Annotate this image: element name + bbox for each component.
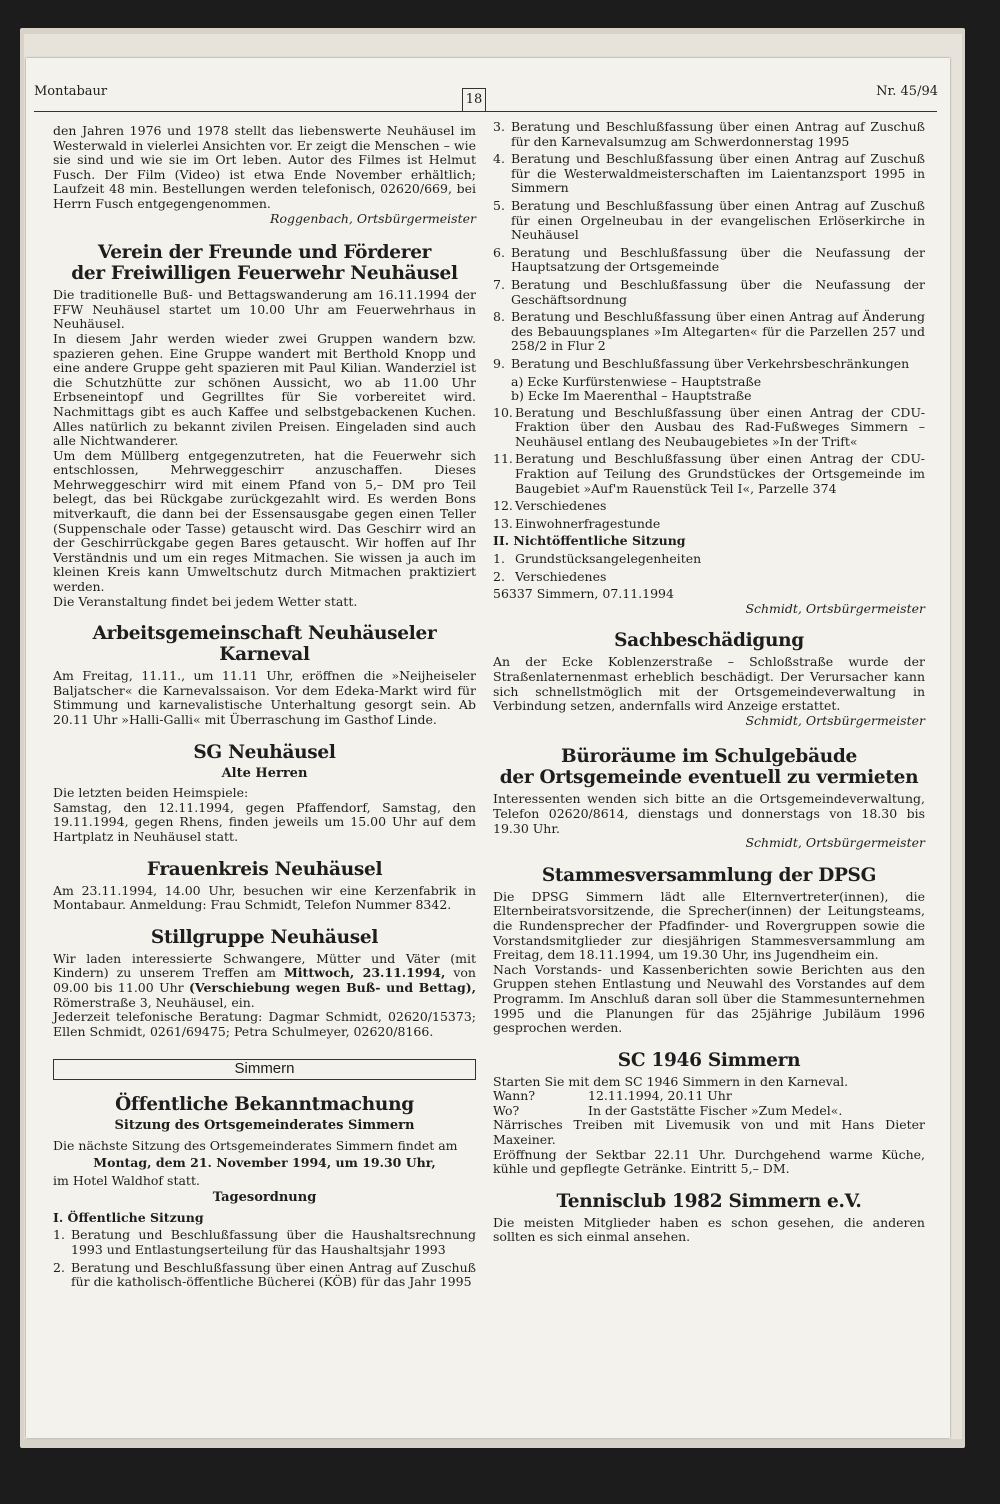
ffw-title-line2: der Freiwilligen Feuerwehr Neuhäusel xyxy=(71,263,458,285)
agenda-signature: Schmidt, Ortsbürgermeister xyxy=(745,600,925,616)
page-number: 18 xyxy=(462,88,486,112)
karneval-paragraph: Am Freitag, 11.11., um 11.11 Uhr, eröffnen die »Neijheiseler Baljatscher« die Karnevalssaison. Vor dem Edeka-Markt wird für Stimmung und karnevalistische Unterhaltung gesorgt sein. Ab 20.11 Uhr »Halli-Galli« mit Überraschung im Gasthof Linde. xyxy=(53,668,476,727)
agenda-text: Beratung und Beschlußfassung über einen Antrag auf Zuschuß für die Westerwaldmeisterschaften im Laientanzsport 1995 in Simmern xyxy=(511,151,925,196)
part2-heading: II. Nichtöffentliche Sitzung xyxy=(493,533,686,549)
dpsg-paragraph: Die DPSG Simmern lädt alle Elternvertreter(innen), die Elternbeiratsvorsitzende, die Sprecher(innen) der Leitungsteams, die Rundensprecher der Pfadfinder- und Rovergruppen sowie die Vorstandsmitglieder zur diesjährigen Stammesversammlung am Freitag, dem 18.11.1994, um 19.30 Uhr, ins Jugendheim ein. xyxy=(493,888,925,963)
agenda-item xyxy=(493,406,925,450)
agenda-item xyxy=(493,152,925,196)
header-rule-left xyxy=(34,111,462,112)
agenda-text: Beratung und Beschlußfassung über die Neufassung der Hauptsatzung der Ortsgemeinde xyxy=(511,244,925,275)
agenda-number: 13. xyxy=(493,515,513,531)
tagesordnung-heading: Tagesordnung xyxy=(212,1190,317,1206)
agenda-text: Beratung und Beschlußfassung über die Neufassung der Geschäftsordnung xyxy=(511,276,925,307)
dpsg-title: Stammesversammlung der DPSG xyxy=(541,864,877,886)
section-box-simmern: Simmern xyxy=(53,1059,476,1080)
sach-paragraph: An der Ecke Koblenzerstraße – Schloßstraße wurde der Straßenlaternenmast erheblich beschädigt. Der Verursacher kann sich schnellstmöglich mit der Ortsgemeindeverwaltung in Verbindung setzen, andernfalls wird Anzeige erstattet. xyxy=(493,654,925,714)
agenda-number: 3. xyxy=(493,119,505,134)
agenda-number: 2. xyxy=(493,568,505,584)
agenda-number: 10. xyxy=(493,404,513,420)
agenda-item xyxy=(493,310,925,354)
agenda-item xyxy=(53,1228,476,1257)
sc-where xyxy=(493,1104,925,1119)
intro-signature: Roggenbach, Ortsbürgermeister xyxy=(270,210,476,226)
ffw-paragraph: Die traditionelle Buß- und Bettagswanderung am 16.11.1994 der FFW Neuhäusel startet um 10.00 Uhr am Feuerwehrhaus in Neuhäusel. xyxy=(53,287,476,332)
buero-title-line2: der Ortsgemeinde eventuell zu vermieten xyxy=(499,767,919,789)
buero-title-line1: Büroräume im Schulgebäude xyxy=(560,746,858,768)
agenda-text: Beratung und Beschlußfassung über Verkehrsbeschränkungen xyxy=(511,355,910,371)
sg-subtitle: Alte Herren xyxy=(221,765,308,781)
agenda-number: 9. xyxy=(493,355,505,371)
sg-paragraph: Die letzten beiden Heimspiele: xyxy=(53,785,249,801)
agenda-text: Beratung und Beschlußfassung über einen Antrag auf Zuschuß für den Karnevalsumzug am Schwerdonnerstag 1995 xyxy=(511,119,925,149)
sc-paragraph: Närrisches Treiben mit Livemusik von und mit Hans Dieter Maxeiner. xyxy=(493,1117,925,1148)
sc-title: SC 1946 Simmern xyxy=(617,1049,801,1071)
agenda-text: Verschiedenes xyxy=(515,568,607,584)
header-place: Montabaur xyxy=(34,84,108,99)
agenda-text: Beratung und Beschlußfassung über die Haushaltsrechnung 1993 und Entlastungserteilung für das Haushaltsjahr 1993 xyxy=(71,1227,476,1258)
agenda-number: 12. xyxy=(493,498,513,514)
agenda-item xyxy=(493,120,925,149)
ffw-paragraph: Um dem Müllberg entgegenzutreten, hat die Feuerwehr sich entschlossen, Mehrweggeschirr anzuschaffen. Dieses Mehrweggeschirr wird mit einem Pfand von 5,– DM pro Teil belegt, das bei Rückgabe zurückgezahlt wird. Es werden Bons mitverkauft, die dann bei der Essensausgabe gegen einen Teller (Suppenschale oder Tasse) getauscht wird. Das Geschirr wird an der Geschirrückgabe gegen Bares getauscht. Wir hoffen auf Ihr Verständnis und um ein reges Mitmachen. Sie wissen ja auch im kleinen Kreis kann Umweltschutz durch Mitmachen praktiziert werden. xyxy=(53,447,476,595)
sach-title: Sachbeschädigung xyxy=(614,630,804,652)
sc-when-label: Wann? xyxy=(493,1088,536,1104)
agenda-number: 6. xyxy=(493,244,505,260)
agenda-subitem-b: b) Ecke Im Maerenthal – Hauptstraße xyxy=(511,388,752,404)
sc-where-value: In der Gaststätte Fischer »Zum Medel«. xyxy=(588,1102,843,1118)
agenda-number: 4. xyxy=(493,151,505,167)
agenda-list-right-2 xyxy=(493,406,925,532)
still-paragraph xyxy=(53,952,476,1010)
still-date: Mittwoch, 23.11.1994, xyxy=(283,965,446,981)
right-column xyxy=(493,118,925,1245)
buero-signature: Schmidt, Ortsbürgermeister xyxy=(745,835,925,851)
ffw-title-line1: Verein der Freunde und Förderer xyxy=(97,242,432,264)
buero-title xyxy=(493,746,925,788)
agenda-item xyxy=(493,246,925,275)
sg-paragraph: Samstag, den 12.11.1994, gegen Pfaffendorf, Samstag, den 19.11.1994, gegen Rhens, finden jeweils um 15.00 Uhr auf dem Hartplatz in Neuhäusel statt. xyxy=(53,799,476,844)
agenda-number: 8. xyxy=(493,309,505,325)
ffw-title xyxy=(53,242,476,284)
sc-paragraph: Starten Sie mit dem SC 1946 Simmern in den Karneval. xyxy=(493,1073,849,1089)
tennis-paragraph: Die meisten Mitglieder haben es schon gesehen, die anderen sollten es sich einmal ansehen. xyxy=(493,1214,925,1245)
bekannt-date: Montag, dem 21. November 1994, um 19.30 Uhr, xyxy=(93,1155,436,1171)
agenda-list-right xyxy=(493,120,925,372)
sg-title: SG Neuhäusel xyxy=(193,741,336,763)
agenda-item xyxy=(493,199,925,243)
agenda-number: 1. xyxy=(53,1227,65,1243)
left-column xyxy=(53,124,476,1293)
agenda-text: Grundstücksangelegenheiten xyxy=(515,551,702,567)
header-rule-right xyxy=(485,111,937,112)
still-contact: Jederzeit telefonische Beratung: Dagmar Schmidt, 02620/15373; Ellen Schmidt, 0261/69475; Petra Schulmeyer, 02620/8166. xyxy=(53,1009,476,1039)
agenda-item xyxy=(493,499,925,514)
buero-paragraph: Interessenten wenden sich bitte an die Ortsgemeindeverwaltung, Telefon 02620/8614, dienstags und donnerstags von 18.30 bis 19.30 Uhr. xyxy=(493,791,925,836)
agenda-list-left xyxy=(53,1228,476,1289)
agenda-item xyxy=(493,357,925,372)
still-address: Römerstraße 3, Neuhäusel, ein. xyxy=(53,994,255,1010)
bekannt-subtitle: Sitzung des Ortsgemeinderates Simmern xyxy=(114,1117,415,1133)
agenda-text: Beratung und Beschlußfassung über einen Antrag auf Zuschuß für einen Orgelneubau in der evangelischen Erlöserkirche in Neuhäusel xyxy=(511,197,925,243)
sc-when xyxy=(493,1089,925,1104)
dpsg-paragraph: Nach Vorstands- und Kassenberichten sowie Berichten aus den Gruppen stehen Entlastung und Neuwahl des Vorstandes auf dem Programm. Im Anschluß daran soll über die Stammesunternehmen 1995 und die Planungen für das 25jährige Jubiläum 1996 gesprochen werden. xyxy=(493,961,925,1036)
sach-signature: Schmidt, Ortsbürgermeister xyxy=(745,712,925,728)
agenda-text: Beratung und Beschlußfassung über einen Antrag der CDU-Fraktion auf Teilung des Grundstückes der Ortsgemeinde im Baugebiet »Auf'm Rauenstück Teil I«, Parzelle 374 xyxy=(515,451,925,496)
agenda-text: Beratung und Beschlußfassung über einen Antrag auf Zuschuß für die katholisch-öffentliche Bücherei (KÖB) für das Jahr 1995 xyxy=(71,1259,476,1290)
agenda-list-right-3 xyxy=(493,552,925,584)
agenda-number: 7. xyxy=(493,276,505,292)
still-title: Stillgruppe Neuhäusel xyxy=(150,926,379,948)
still-note: (Verschiebung wegen Buß- und Bettag), xyxy=(189,979,476,995)
intro-text: den Jahren 1976 und 1978 stellt das liebenswerte Neuhäusel im Westerwald in vielerlei Ansichten vor. Er zeigt die Menschen – wie sie sind und wie sie im Ort leben. Autor des Filmes ist Helmut Fusch. Der Film (Video) ist etwa Ende November erhältlich; Laufzeit 48 min. Bestellungen werden telefonisch, 02620/669, bei Herrn Fusch entgegengenommen. xyxy=(53,123,476,211)
agenda-item xyxy=(493,452,925,496)
sc-paragraph: Eröffnung der Sektbar 22.11 Uhr. Durchgehend warme Küche, kühle und gepflegte Getränke. Eintritt 5,– DM. xyxy=(493,1146,925,1177)
place-date: 56337 Simmern, 07.11.1994 xyxy=(493,586,674,602)
agenda-number: 2. xyxy=(53,1259,65,1275)
agenda-text: Einwohnerfragestunde xyxy=(515,515,661,531)
frauen-paragraph: Am 23.11.1994, 14.00 Uhr, besuchen wir eine Kerzenfabrik in Montabaur. Anmeldung: Frau Schmidt, Telefon Nummer 8342. xyxy=(53,882,476,913)
header-issue: Nr. 45/94 xyxy=(876,84,938,99)
agenda-text: Beratung und Beschlußfassung über einen Antrag auf Änderung des Bebauungsplanes »Im Altegarten« für die Parzellen 257 und 258/2 in Flur 2 xyxy=(511,309,925,354)
agenda-number: 5. xyxy=(493,197,505,213)
bekannt-title: Öffentliche Bekanntmachung xyxy=(115,1093,414,1115)
agenda-item xyxy=(493,570,925,585)
frauen-title: Frauenkreis Neuhäusel xyxy=(146,858,383,880)
sc-when-value: 12.11.1994, 20.11 Uhr xyxy=(588,1088,732,1104)
still-time: von 09.00 bis 11.00 Uhr xyxy=(53,965,476,995)
ffw-paragraph: In diesem Jahr werden wieder zwei Gruppen wandern bzw. spazieren gehen. Eine Gruppe wandert mit Berthold Knopp und eine andere Gruppe geht spazieren mit Paul Kilian. Wanderziel ist die Schutzhütte zur schönen Aussicht, wo ab 11.00 Uhr Erbseneintopf und Gegrilltes für Sie vorbereitet wird. Nachmittags gibt es auch Kaffee und selbstgebackenen Kuchen. Alles natürlich zu bekannt zivilen Preisen. Eingeladen sind auch alle Nichtwanderer. xyxy=(53,330,476,449)
agenda-item xyxy=(493,517,925,532)
agenda-item xyxy=(493,278,925,307)
agenda-item xyxy=(53,1261,476,1290)
agenda-number: 1. xyxy=(493,551,505,567)
tennis-title: Tennisclub 1982 Simmern e.V. xyxy=(556,1190,862,1212)
ffw-paragraph: Die Veranstaltung findet bei jedem Wetter statt. xyxy=(53,593,358,609)
part1-heading: I. Öffentliche Sitzung xyxy=(53,1209,204,1225)
bekannt-location: im Hotel Waldhof statt. xyxy=(53,1172,200,1188)
karneval-title: Arbeitsgemeinschaft Neuhäuseler Karneval xyxy=(92,623,437,666)
bekannt-paragraph: Die nächste Sitzung des Ortsgemeinderates Simmern findet am xyxy=(53,1137,458,1153)
agenda-subitem-a: a) Ecke Kurfürstenwiese – Hauptstraße xyxy=(511,373,762,389)
agenda-text: Beratung und Beschlußfassung über einen Antrag der CDU-Fraktion über den Ausbau des Rad-Fußweges Simmern – Neuhäusel entlang des Neubaugebietes »In der Trift« xyxy=(515,404,925,449)
agenda-text: Verschiedenes xyxy=(515,498,607,514)
sc-where-label: Wo? xyxy=(493,1102,520,1118)
agenda-item xyxy=(493,552,925,567)
agenda-number: 11. xyxy=(493,451,513,467)
still-text: Wir laden interessierte Schwangere, Mütter und Väter (mit Kindern) zu unserem Treffen am xyxy=(53,950,476,981)
